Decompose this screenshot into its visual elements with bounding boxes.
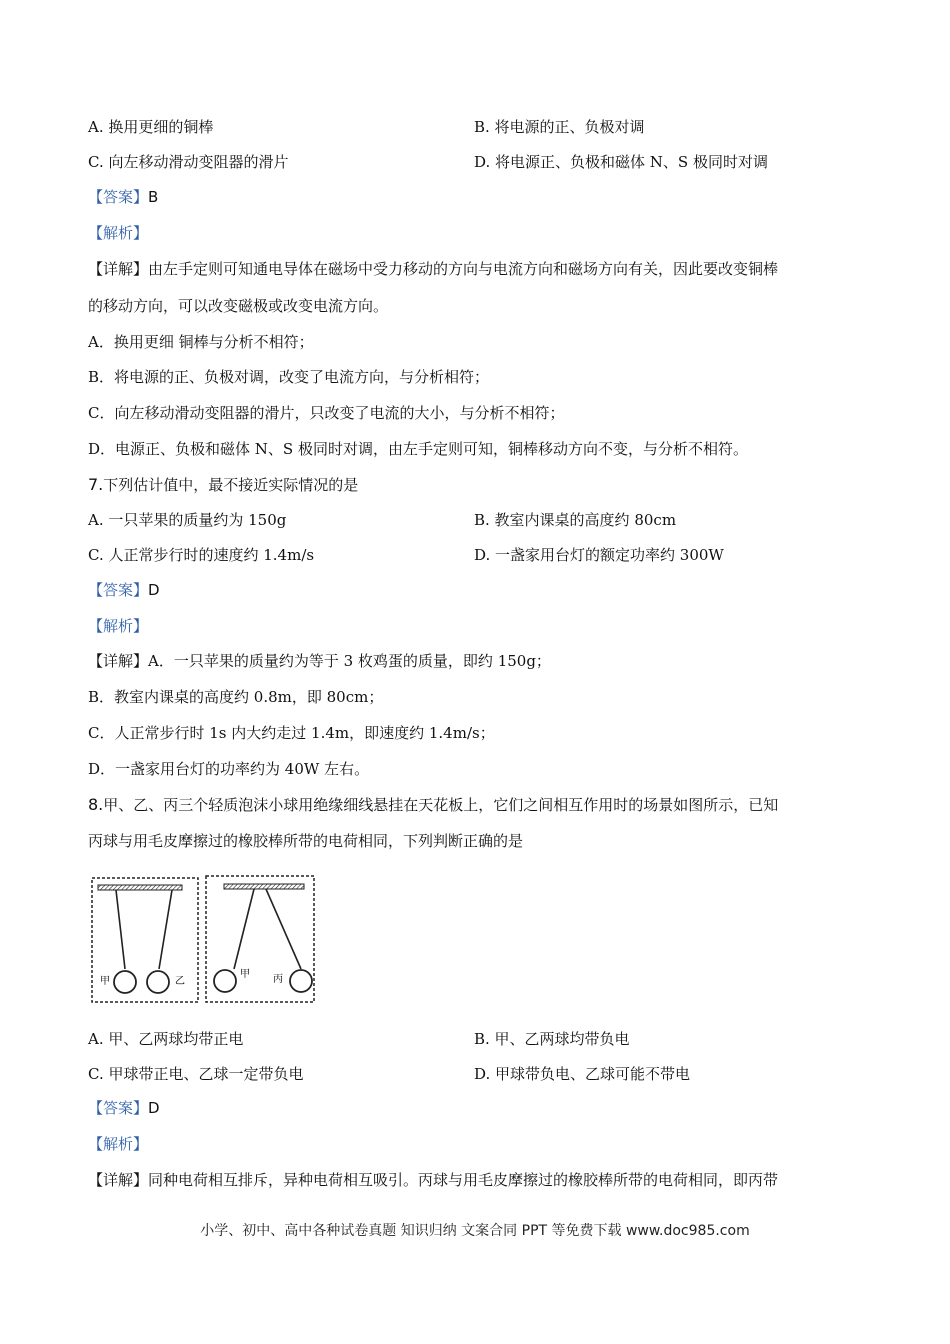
q8-option-a: A. 甲、乙两球均带正电 (88, 1030, 244, 1048)
q6-detail-line-2: A．换用更细 铜棒与分析不相符； (88, 333, 314, 351)
pendulum-figure (88, 872, 318, 1006)
label-bing: 丙 (273, 974, 283, 985)
label-jia-right: 甲 (240, 969, 250, 980)
thread-jia-right (234, 889, 254, 969)
q7-option-b: B. 教室内课桌的高度约 80cm (474, 511, 677, 529)
thread-yi (159, 890, 172, 969)
q7-detail-line-2: C．人正常步行时 1s 内大约走过 1.4m，即速度约 1.4m/s； (88, 724, 495, 742)
detail-text: A．一只苹果的质量约为等于 3 枚鸡蛋的质量，即约 150g； (148, 652, 551, 670)
detail-tag: 【详解】 (88, 652, 149, 670)
detail-tag: 【详解】 (88, 260, 149, 278)
q6-option-a: A. 换用更细的铜棒 (88, 118, 214, 136)
q7-analysis-tag: 【解析】 (88, 617, 149, 635)
label-jia-left: 甲 (100, 976, 110, 987)
q8-option-d: D. 甲球带负电、乙球可能不带电 (474, 1065, 691, 1083)
q6-answer (88, 188, 158, 206)
q6-detail-line-4: C．向左移动滑动变阻器的滑片，只改变了电流的大小，与分析不相符； (88, 404, 565, 422)
q7-option-d: D. 一盏家用台灯的额定功率约 300W (474, 546, 724, 564)
ball-jia-right (214, 970, 236, 992)
q7-option-a: A. 一只苹果的质量约为 150g (88, 511, 287, 529)
q6-option-c: C. 向左移动滑动变阻器的滑片 (88, 153, 289, 171)
detail-text: 由左手定则可知通电导体在磁场中受力移动的方向与电流方向和磁场方向有关，因此要改变铜棒 (148, 260, 779, 278)
q7-detail-line-1: B．教室内课桌的高度约 0.8m，即 80cm； (88, 688, 384, 706)
answer-tag: 【答案】 (88, 188, 149, 206)
q6-detail-line-3: B．将电源的正、负极对调，改变了电流方向，与分析相符； (88, 368, 490, 386)
q8-stem-line-1: 丙球与用毛皮摩擦过的橡胶棒所带的电荷相同，下列判断正确的是 (88, 832, 524, 850)
q8-option-c: C. 甲球带正电、乙球一定带负电 (88, 1065, 304, 1083)
ball-jia-left (114, 971, 136, 993)
detail-text: 同种电荷相互排斥，异种电荷相互吸引。丙球与用毛皮摩擦过的橡胶棒所带的电荷相同，即丙带 (148, 1171, 779, 1189)
thread-bing (266, 889, 301, 969)
q6-analysis-tag: 【解析】 (88, 224, 149, 242)
ball-bing (290, 970, 312, 992)
q8-stem-line-0 (88, 795, 778, 814)
page-footer: 小学、初中、高中各种试卷真题 知识归纳 文案合同 PPT 等免费下载 www.doc985.com (200, 1223, 750, 1239)
answer-tag: 【答案】 (88, 581, 149, 599)
question-text: 甲、乙、丙三个轻质泡沫小球用绝缘细线悬挂在天花板上，它们之间相互作用时的场景如图所示，已知 (103, 796, 779, 814)
q8-detail-line-0 (88, 1171, 778, 1189)
q6-detail-line-1: 的移动方向，可以改变磁极或改变电流方向。 (88, 297, 389, 315)
q6-detail-line-5: D．电源正、负极和磁体 N、S 极同时对调，由左手定则可知，铜棒移动方向不变，与分析不相符。 (88, 440, 748, 458)
answer-value: D (148, 1099, 160, 1117)
question-number: 7. (88, 475, 104, 494)
right-ceiling (224, 884, 304, 889)
q8-answer (88, 1099, 160, 1117)
q8-analysis-tag: 【解析】 (88, 1135, 149, 1153)
q7-stem (88, 475, 358, 494)
question-number: 8. (88, 795, 104, 814)
label-yi: 乙 (175, 976, 185, 987)
thread-jia-left (116, 890, 125, 969)
detail-tag: 【详解】 (88, 1171, 149, 1189)
q6-detail-line-0 (88, 260, 778, 278)
q7-detail-line-3: D．一盏家用台灯的功率约为 40W 左右。 (88, 760, 370, 778)
q8-option-b: B. 甲、乙两球均带负电 (474, 1030, 630, 1048)
q7-detail-line-0 (88, 652, 551, 670)
ball-yi (147, 971, 169, 993)
q6-option-d: D. 将电源正、负极和磁体 N、S 极同时对调 (474, 153, 768, 171)
q7-option-c: C. 人正常步行时的速度约 1.4m/s (88, 546, 315, 564)
answer-value: B (148, 188, 159, 206)
q6-option-b: B. 将电源的正、负极对调 (474, 118, 645, 136)
answer-tag: 【答案】 (88, 1099, 149, 1117)
q7-answer (88, 581, 160, 599)
left-ceiling (98, 885, 182, 890)
answer-value: D (148, 581, 160, 599)
question-text: 下列估计值中，最不接近实际情况的是 (103, 476, 359, 494)
